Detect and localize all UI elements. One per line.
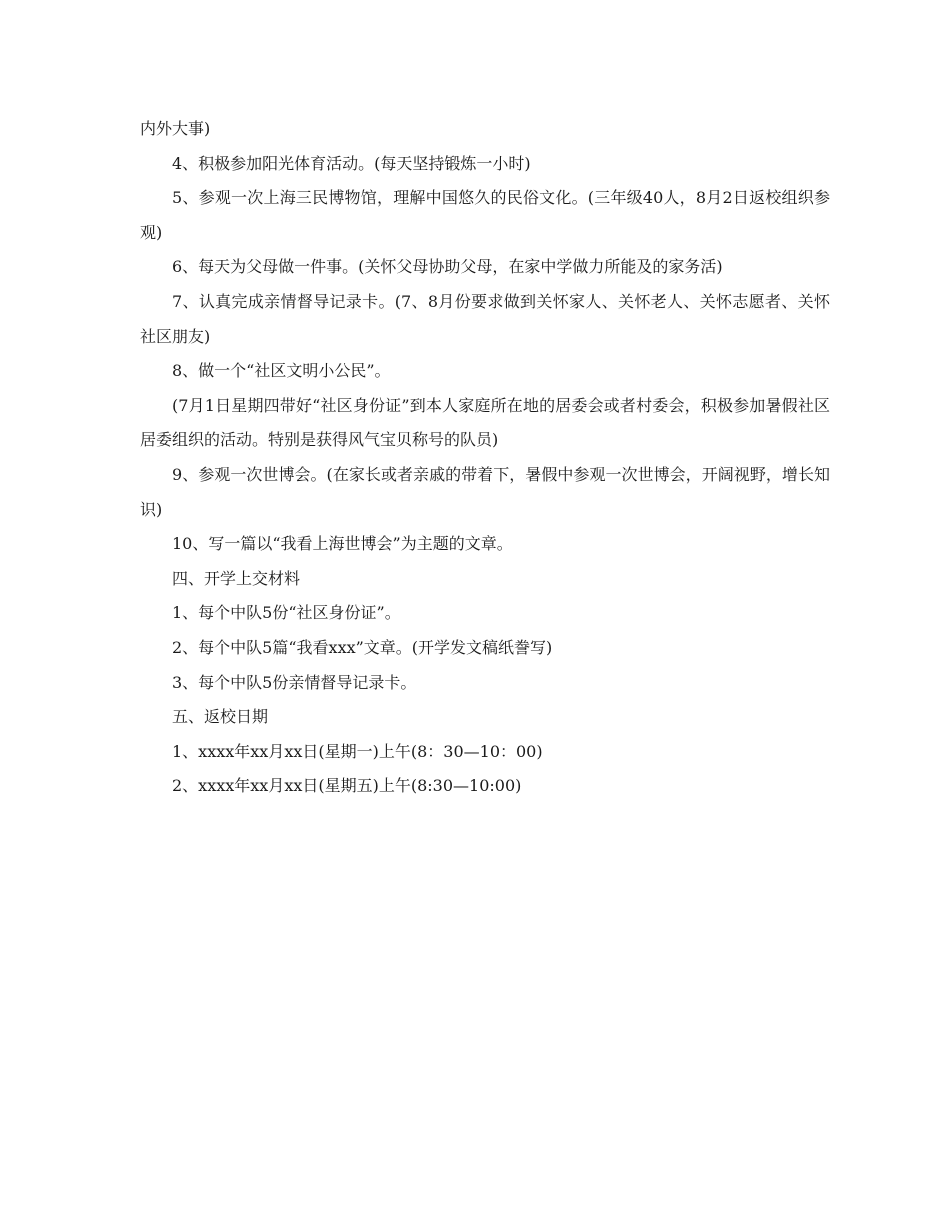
text-line-7: (7月1日星期四带好“社区身份证”到本人家庭所在地的居委会或者村委会，积极参加暑假社区居委组织的活动。特别是获得风气宝贝称号的队员) — [140, 395, 830, 450]
document-page — [140, 112, 830, 804]
text-line-12: 2、每个中队5篇“我看xxx”文章。(开学发文稿纸誊写) — [172, 637, 553, 657]
text-line-15: 1、xxxx年xx月xx日(星期一)上午(8：30—10：00) — [172, 741, 543, 761]
text-line-8: 9、参观一次世博会。(在家长或者亲戚的带着下，暑假中参观一次世博会，开阔视野，增长知识) — [140, 464, 830, 519]
text-line-1: 内外大事) — [140, 119, 211, 138]
text-line-9: 10、写一篇以“我看上海世博会”为主题的文章。 — [172, 534, 513, 554]
text-line-16: 2、xxxx年xx月xx日(星期五)上午(8:30—10:00) — [172, 776, 522, 796]
section-heading: 四、开学上交材料 — [172, 568, 301, 588]
text-line-11: 1、每个中队5份“社区身份证”。 — [172, 603, 401, 623]
text-line-6: 8、做一个“社区文明小公民”。 — [172, 361, 391, 381]
text-line-4: 6、每天为父母做一件事。(关怀父母协助父母，在家中学做力所能及的家务活) — [172, 257, 723, 277]
text-line-5: 7、认真完成亲情督导记录卡。(7、8月份要求做到关怀家人、关怀老人、关怀志愿者、关怀社区朋友) — [140, 291, 830, 346]
text-line-3: 5、参观一次上海三民博物馆，理解中国悠久的民俗文化。(三年级40人，8月2日返校组织参观) — [140, 188, 830, 242]
text-line-13: 3、每个中队5份亲情督导记录卡。 — [172, 672, 417, 692]
text-line-2: 4、积极参加阳光体育活动。(每天坚持锻炼一小时) — [172, 153, 531, 173]
section-heading: 五、返校日期 — [172, 707, 269, 727]
